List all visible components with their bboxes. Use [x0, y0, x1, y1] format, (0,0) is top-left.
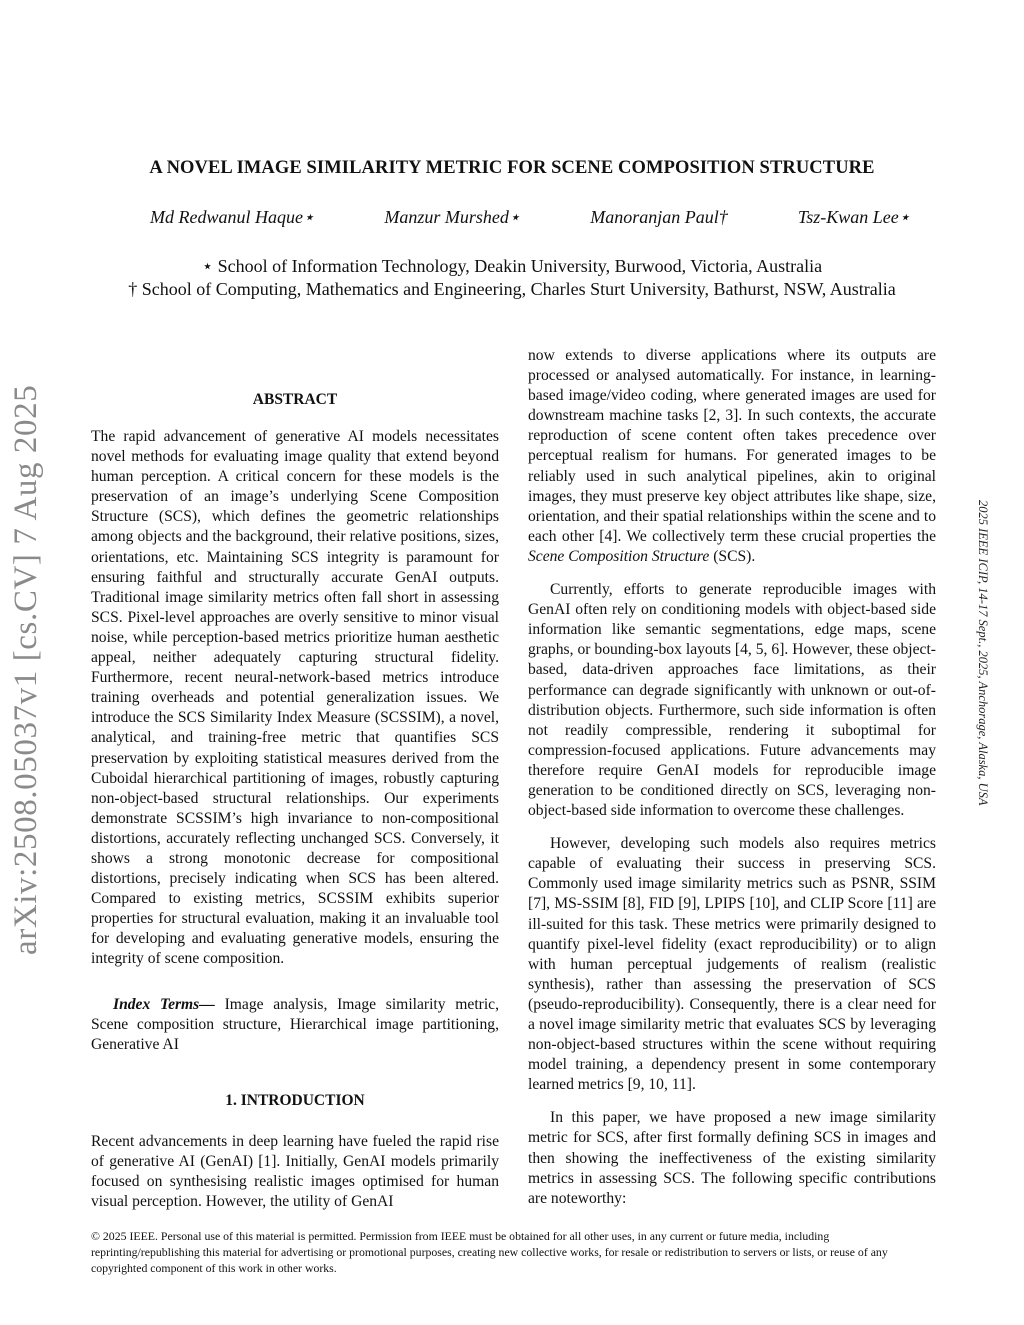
paragraph: Currently, efforts to generate reproducible images with GenAI often rely on conditioning models with object-based side information like semantic segmentations, edge maps, scene graphs, or bounding-box layouts [4, 5, 6]. However, these object-based, data-driven approaches face limitations, as their performance can degrade significantly with unknown or out-of-distribution objects. Furthermore, such side information is often not readily compressible, rendering it suboptimal for compression-focused applications. Future advancements may therefore require GenAI models for reproducible image generation to be conditioned directly on SCS, leveraging non-object-based side information to overcome these challenges.	[528, 581, 936, 820]
conference-note: 2025 IEEE ICIP, 14-17 Sept., 2025, Anchorage, Alaska, USA	[976, 500, 990, 806]
paragraph: Recent advancements in deep learning have fueled the rapid rise of generative AI (GenAI) [1]. Initially, GenAI models primarily focused on synthesising realistic images optimised for human visual perception. However, the utility of GenAI	[91, 1133, 499, 1211]
author-name: Tsz-Kwan Lee⋆	[797, 207, 910, 227]
intro-heading	[91, 1091, 499, 1111]
section-heading: 1. INTRODUCTION	[225, 1092, 365, 1109]
paragraph	[528, 346, 936, 567]
author-name: Md Redwanul Haque⋆	[150, 207, 315, 227]
paragraph-text: (SCS).	[709, 547, 756, 565]
copyright-notice: © 2025 IEEE. Personal use of this material is permitted. Permission from IEEE must be obtained for all other uses, in any current or future media, including reprinting/republishing this material for advertising or promotional purposes, creating new collective works, for resale or redistribution to servers or lists, or reuse of any copyrighted component of this work in other works.	[91, 1229, 888, 1275]
author-name: Manoranjan Paul†	[590, 207, 728, 227]
abstract-text: The rapid advancement of generative AI models necessitates novel methods for evaluating image quality that extend beyond human perception. A critical concern for these models is the preservation of an image’s underlying Scene Composition Structure (SCS), which defines the geometric relationships among objects and the background, their relative positions, sizes, orientations, etc. Maintaining SCS integrity is paramount for ensuring faithful and structurally accurate GenAI outputs. Traditional image similarity metrics often fall short in assessing SCS. Pixel-level approaches are overly sensitive to minor visual noise, while perception-based metrics prioritize human aesthetic appeal, neither adequately capturing structural fidelity. Furthermore, recent neural-network-based metrics introduce training overheads and potential generalization issues. We introduce the SCS Similarity Index Measure (SCSSIM), a novel, analytical, and training-free metric that quantifies SCS preservation by exploiting statistical measures derived from the Cuboidal hierarchical partitioning of images, robustly capturing non-object-based structural relationships. Our experiments demonstrate SCSSIM’s high invariance to non-compositional distortions, accurately reflecting unchanged SCS. Conversely, it shows a strong monotonic decrease for compositional distortions, precisely indicating when SCS has been altered. Compared to existing metrics, SCSSIM exhibits superior properties for structural evaluation, making it an invaluable tool for developing and evaluating generative models, ensuring the integrity of scene composition.	[91, 428, 499, 968]
right-column	[528, 346, 936, 1209]
paragraph: However, developing such models also requires metrics capable of evaluating their success in preserving SCS. Commonly used image similarity metrics such as PSNR, SSIM [7], MS-SSIM [8], FID [9], LPIPS [10], and CLIP Score [11] are ill-suited for this task. These metrics were primarily designed to quantify pixel-level fidelity (exact reproducibility) or to align with human perceptual judgements of realism (realistic synthesis), rather than assessing the preservation of SCS (pseudo-reproducibility). Consequently, there is a clear need for a novel image similarity metric that evaluates SCS by leveraging non-object-based structures within the scene without requiring model training, a dependency present in some contemporary learned metrics [9, 10, 11].	[528, 835, 936, 1094]
abstract-heading	[91, 390, 499, 410]
emphasis-text: Scene Composition Structure	[528, 547, 710, 565]
abstract-body	[91, 427, 499, 970]
index-terms-label: Index Terms—	[113, 996, 215, 1013]
index-terms	[91, 995, 499, 1055]
paragraph: In this paper, we have proposed a new image similarity metric for SCS, after first formally defining SCS in images and then showing the ineffectiveness of the existing similarity metrics in assessing SCS. The following specific contributions are noteworthy:	[528, 1109, 936, 1207]
paper-title: A NOVEL IMAGE SIMILARITY METRIC FOR SCENE COMPOSITION STRUCTURE	[149, 158, 875, 178]
section-heading: ABSTRACT	[252, 391, 338, 408]
author-list	[150, 207, 910, 228]
affiliation: ⋆ School of Information Technology, Deakin University, Burwood, Victoria, Australia	[201, 256, 823, 276]
author-name: Manzur Murshed⋆	[384, 207, 521, 227]
paragraph-text: now extends to diverse applications where its outputs are processed or analysed automatically. For instance, in learning-based image/video coding, where generated images are used for downstream machine tasks [2, 3]. In such contexts, the accurate reproduction of scene content often takes precedence over perceptual realism for humans. For generated images to be reliably used in such analytical pipelines, akin to original images, they must preserve key object attributes like shape, size, orientation, and their spatial relationships within the scene and to each other [4]. We collectively term these crucial properties the	[528, 347, 936, 545]
arxiv-stamp: arXiv:2508.05037v1 [cs.CV] 7 Aug 2025	[8, 384, 44, 955]
index-terms-text: Image analysis, Image similarity metric, Scene composition structure, Hierarchical image partitioning, Generative AI	[91, 996, 499, 1054]
intro-body	[91, 1132, 499, 1212]
affiliation: † School of Computing, Mathematics and Engineering, Charles Sturt University, Bathurst, NSW, Australia	[128, 279, 896, 299]
